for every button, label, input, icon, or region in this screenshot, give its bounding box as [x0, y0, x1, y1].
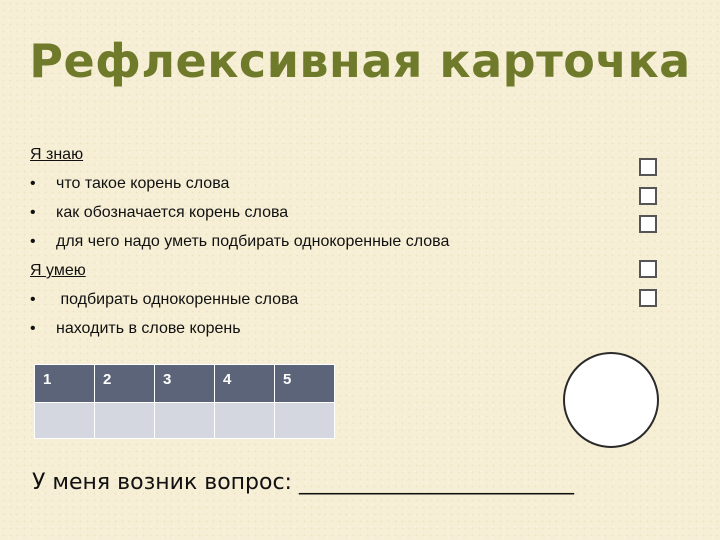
bullet-icon: •: [30, 175, 36, 192]
grade-input-cell[interactable]: [35, 403, 95, 439]
bullet-icon: •: [30, 204, 36, 221]
grade-input-cell[interactable]: [155, 403, 215, 439]
checkbox-can-1[interactable]: [639, 260, 657, 278]
reflection-list: [30, 140, 590, 343]
checkbox-know-2[interactable]: [639, 187, 657, 205]
grade-table-header-row: [35, 365, 335, 403]
can-item-label: находить в слове корень: [56, 320, 241, 337]
question-label: У меня возник вопрос:: [32, 470, 292, 495]
bullet-icon: •: [30, 291, 36, 308]
grade-header-cell: 4: [215, 365, 275, 403]
question-line: [32, 470, 574, 495]
grade-header-cell: 3: [155, 365, 215, 403]
grade-header-cell: 5: [275, 365, 335, 403]
grade-header-cell: 2: [95, 365, 155, 403]
checkbox-know-1[interactable]: [639, 158, 657, 176]
can-heading: Я умею: [30, 262, 86, 279]
know-item: [30, 227, 590, 256]
page-title: Рефлексивная карточка: [29, 34, 691, 88]
bullet-icon: •: [30, 233, 36, 250]
grade-input-cell[interactable]: [275, 403, 335, 439]
know-item: [30, 169, 590, 198]
know-item: [30, 198, 590, 227]
know-heading: Я знаю: [30, 146, 84, 163]
grade-table-input-row: [35, 403, 335, 439]
know-item-label: что такое корень слова: [56, 175, 230, 192]
grade-header-cell: 1: [35, 365, 95, 403]
can-item-label: подбирать однокоренные слова: [56, 291, 299, 308]
know-item-label: как обозначается корень слова: [56, 204, 289, 221]
grade-input-cell[interactable]: [215, 403, 275, 439]
question-answer-blank[interactable]: _________________________: [298, 470, 574, 495]
know-item-label: для чего надо уметь подбирать однокоренные слова: [56, 233, 450, 250]
grade-table: [34, 364, 335, 439]
grade-input-cell[interactable]: [95, 403, 155, 439]
can-item: [30, 314, 590, 343]
checkbox-can-2[interactable]: [639, 289, 657, 307]
can-item: [30, 285, 590, 314]
checkbox-know-3[interactable]: [639, 215, 657, 233]
bullet-icon: •: [30, 320, 36, 337]
mood-circle[interactable]: [563, 352, 659, 448]
